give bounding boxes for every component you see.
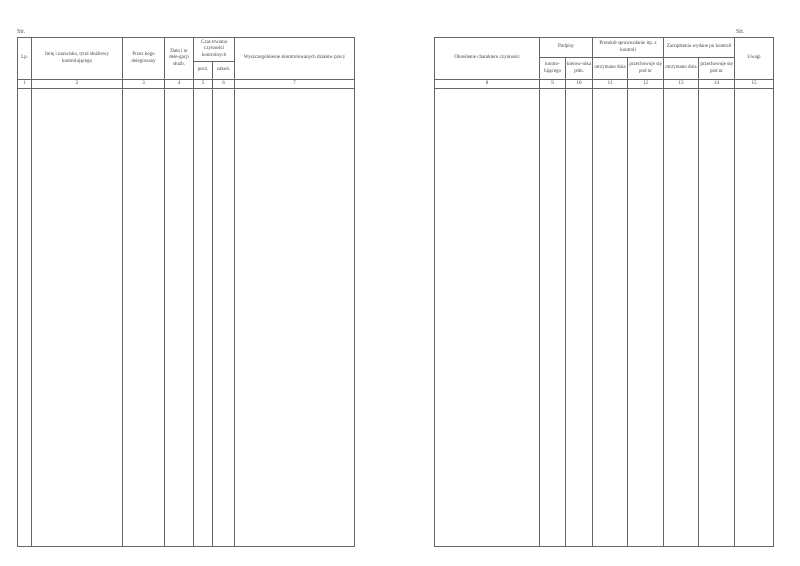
entry-cell[interactable] bbox=[32, 89, 123, 547]
left-register-table bbox=[17, 37, 355, 547]
header-signatures-group: Podpisy bbox=[540, 38, 593, 58]
column-number: 5 bbox=[194, 80, 213, 89]
column-number: 1 bbox=[18, 80, 32, 89]
header-protocol-stored: przechowuje się pod nr bbox=[628, 58, 664, 80]
header-delegated-by: Przez kogo delegowany bbox=[123, 38, 165, 80]
header-sig-controller: kontro-lującego bbox=[540, 58, 566, 80]
header-purpose: Określenie charakteru czynności bbox=[435, 38, 540, 80]
left-page-label: Str. bbox=[17, 29, 26, 35]
entry-cell[interactable] bbox=[628, 89, 664, 547]
header-duration-start: pocz. bbox=[194, 62, 213, 80]
entry-cell[interactable] bbox=[540, 89, 566, 547]
entry-cell[interactable] bbox=[664, 89, 699, 547]
header-orders-group: Zarządzenia wydane po kontroli bbox=[664, 38, 735, 58]
column-number: 15 bbox=[735, 80, 774, 89]
entry-cell[interactable] bbox=[165, 89, 194, 547]
column-number: 2 bbox=[32, 80, 123, 89]
column-number: 4 bbox=[165, 80, 194, 89]
column-number: 10 bbox=[566, 80, 593, 89]
entry-cell[interactable] bbox=[194, 89, 213, 547]
header-duration-end: zakoń. bbox=[213, 62, 235, 80]
column-number: 13 bbox=[664, 80, 699, 89]
entry-cell[interactable] bbox=[435, 89, 540, 547]
header-protocol-group: Protokół sprawozdanie itp. z kontroli bbox=[593, 38, 664, 58]
column-number: 6 bbox=[213, 80, 235, 89]
entry-cell[interactable] bbox=[699, 89, 735, 547]
column-number: 12 bbox=[628, 80, 664, 89]
entry-cell[interactable] bbox=[566, 89, 593, 547]
column-number: 8 bbox=[435, 80, 540, 89]
header-lp: Lp. bbox=[18, 38, 32, 80]
entry-cell[interactable] bbox=[18, 89, 32, 547]
header-sig-head: kierow-nika jedn. bbox=[566, 58, 593, 80]
column-number: 14 bbox=[699, 80, 735, 89]
entry-cell[interactable] bbox=[213, 89, 235, 547]
header-areas: Wyszczególnienie skontrolowanych działów pracy bbox=[235, 38, 355, 80]
entry-cell[interactable] bbox=[735, 89, 774, 547]
header-orders-received: otrzymano dnia bbox=[664, 58, 699, 80]
column-number: 9 bbox=[540, 80, 566, 89]
entry-cell[interactable] bbox=[593, 89, 628, 547]
header-date: Data i nr dele-gacji służb. bbox=[165, 38, 194, 80]
header-remarks: Uwagi bbox=[735, 38, 774, 80]
header-orders-stored: przechowuje się pod nr bbox=[699, 58, 735, 80]
header-protocol-received: otrzymano dnia bbox=[593, 58, 628, 80]
right-register-table bbox=[434, 37, 774, 547]
header-name: Imię i nazwisko, tytuł służbowy kontrolującego bbox=[32, 38, 123, 80]
entry-cell[interactable] bbox=[235, 89, 355, 547]
entry-cell[interactable] bbox=[123, 89, 165, 547]
column-number: 11 bbox=[593, 80, 628, 89]
right-page-label: Str. bbox=[736, 29, 745, 35]
column-number: 3 bbox=[123, 80, 165, 89]
column-number: 7 bbox=[235, 80, 355, 89]
header-duration-group: Czas trwania czynności kontrolnych bbox=[194, 38, 235, 62]
